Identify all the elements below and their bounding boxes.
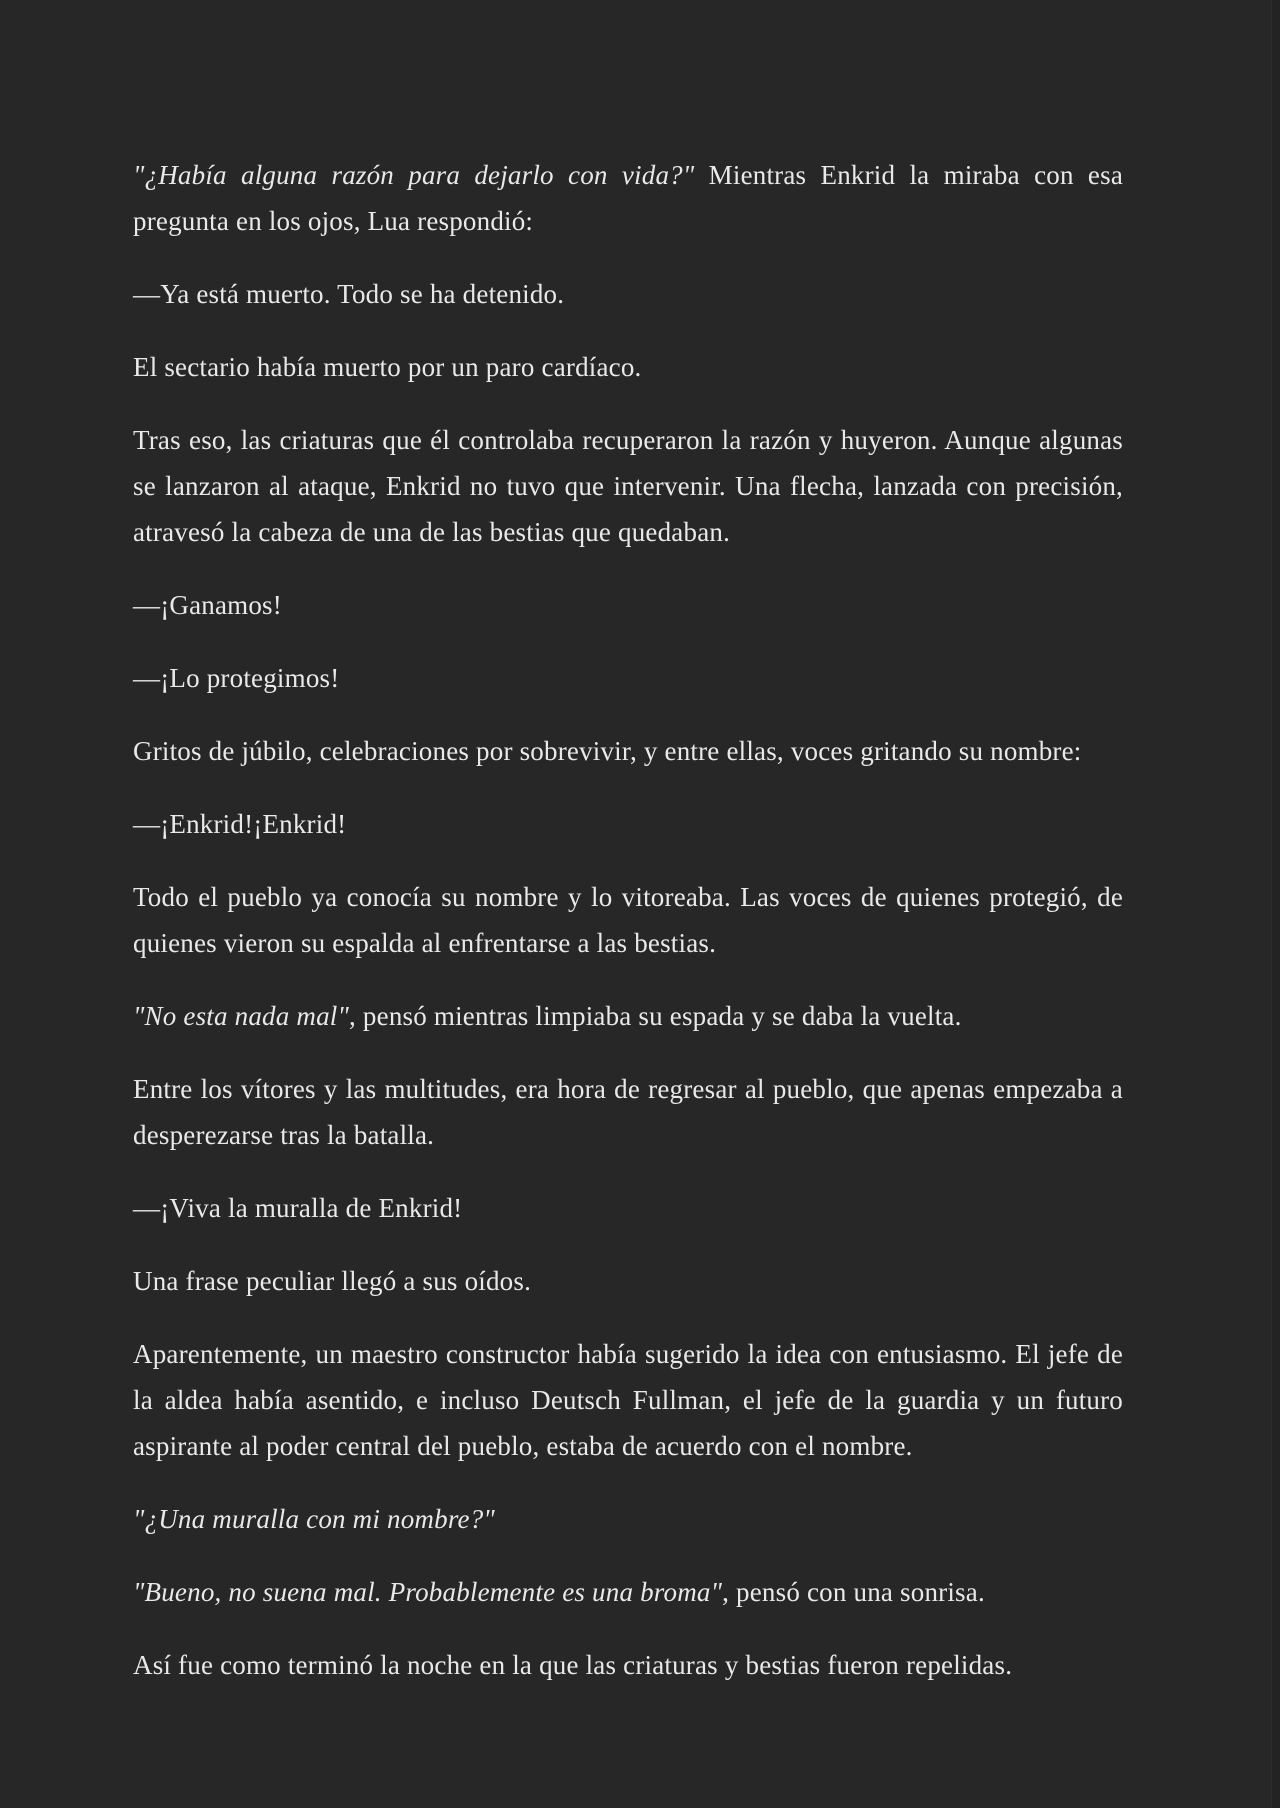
paragraph bbox=[133, 1496, 1123, 1542]
paragraph bbox=[133, 271, 1123, 317]
paragraph bbox=[133, 801, 1123, 847]
text-run: El sectario había muerto por un paro cardíaco. bbox=[133, 352, 642, 382]
text-run: , pensó mientras limpiaba su espada y se daba la vuelta. bbox=[349, 1001, 962, 1031]
paragraph bbox=[133, 344, 1123, 390]
paragraph bbox=[133, 152, 1123, 244]
text-run: , pensó con una sonrisa. bbox=[722, 1577, 985, 1607]
paragraph bbox=[133, 1569, 1123, 1615]
paragraph bbox=[133, 1642, 1123, 1688]
text-run: Entre los vítores y las multitudes, era hora de regresar al pueblo, que apenas empezaba a desperezarse tras la batalla. bbox=[133, 1074, 1123, 1150]
paragraph bbox=[133, 1185, 1123, 1231]
inner-thought-text: "No esta nada mal" bbox=[133, 1001, 350, 1031]
text-run: Mientras Enkrid la miraba con esa pregunta en los ojos, Lua respondió: bbox=[133, 160, 1124, 236]
text-run: Gritos de júbilo, celebraciones por sobrevivir, y entre ellas, voces gritando su nombre: bbox=[133, 736, 1082, 766]
text-run: Una frase peculiar llegó a sus oídos. bbox=[133, 1266, 532, 1296]
paragraph bbox=[133, 655, 1123, 701]
paragraph bbox=[133, 417, 1123, 555]
dialogue-text: —¡Ganamos! bbox=[133, 590, 282, 620]
paragraph bbox=[133, 582, 1123, 628]
text-run: Aparentemente, un maestro constructor había sugerido la idea con entusiasmo. El jefe de la aldea había asentido, e incluso Deutsch Fullman, el jefe de la guardia y un futuro aspirante al poder central del pueblo, estaba de acuerdo con el nombre. bbox=[133, 1339, 1123, 1461]
dialogue-text: —¡Viva la muralla de Enkrid! bbox=[133, 1193, 463, 1223]
text-run: Todo el pueblo ya conocía su nombre y lo vitoreaba. Las voces de quienes protegió, de quienes vieron su espalda al enfrentarse a las bestias. bbox=[133, 882, 1123, 958]
paragraph bbox=[133, 993, 1123, 1039]
dialogue-text: —¡Enkrid!¡Enkrid! bbox=[133, 809, 347, 839]
dialogue-text: —¡Lo protegimos! bbox=[133, 663, 340, 693]
paragraph bbox=[133, 1258, 1123, 1304]
paragraph bbox=[133, 1331, 1123, 1469]
text-run: Así fue como terminó la noche en la que las criaturas y bestias fueron repelidas. bbox=[133, 1650, 1013, 1680]
text-run: Tras eso, las criaturas que él controlaba recuperaron la razón y huyeron. Aunque algunas se lanzaron al ataque, Enkrid no tuvo que intervenir. Una flecha, lanzada con precisión, atravesó la cabeza de una de las bestias que quedaban. bbox=[133, 425, 1123, 547]
inner-thought-text: "Bueno, no suena mal. Probablemente es una broma" bbox=[133, 1577, 723, 1607]
scrollbar-track[interactable] bbox=[1271, 0, 1280, 1808]
paragraph bbox=[133, 728, 1123, 774]
inner-thought-text: "¿Había alguna razón para dejarlo con vida?" bbox=[133, 160, 695, 190]
paragraph bbox=[133, 874, 1123, 966]
paragraph bbox=[133, 1066, 1123, 1158]
dialogue-text: —Ya está muerto. Todo se ha detenido. bbox=[133, 279, 565, 309]
inner-thought-text: "¿Una muralla con mi nombre?" bbox=[133, 1504, 495, 1534]
